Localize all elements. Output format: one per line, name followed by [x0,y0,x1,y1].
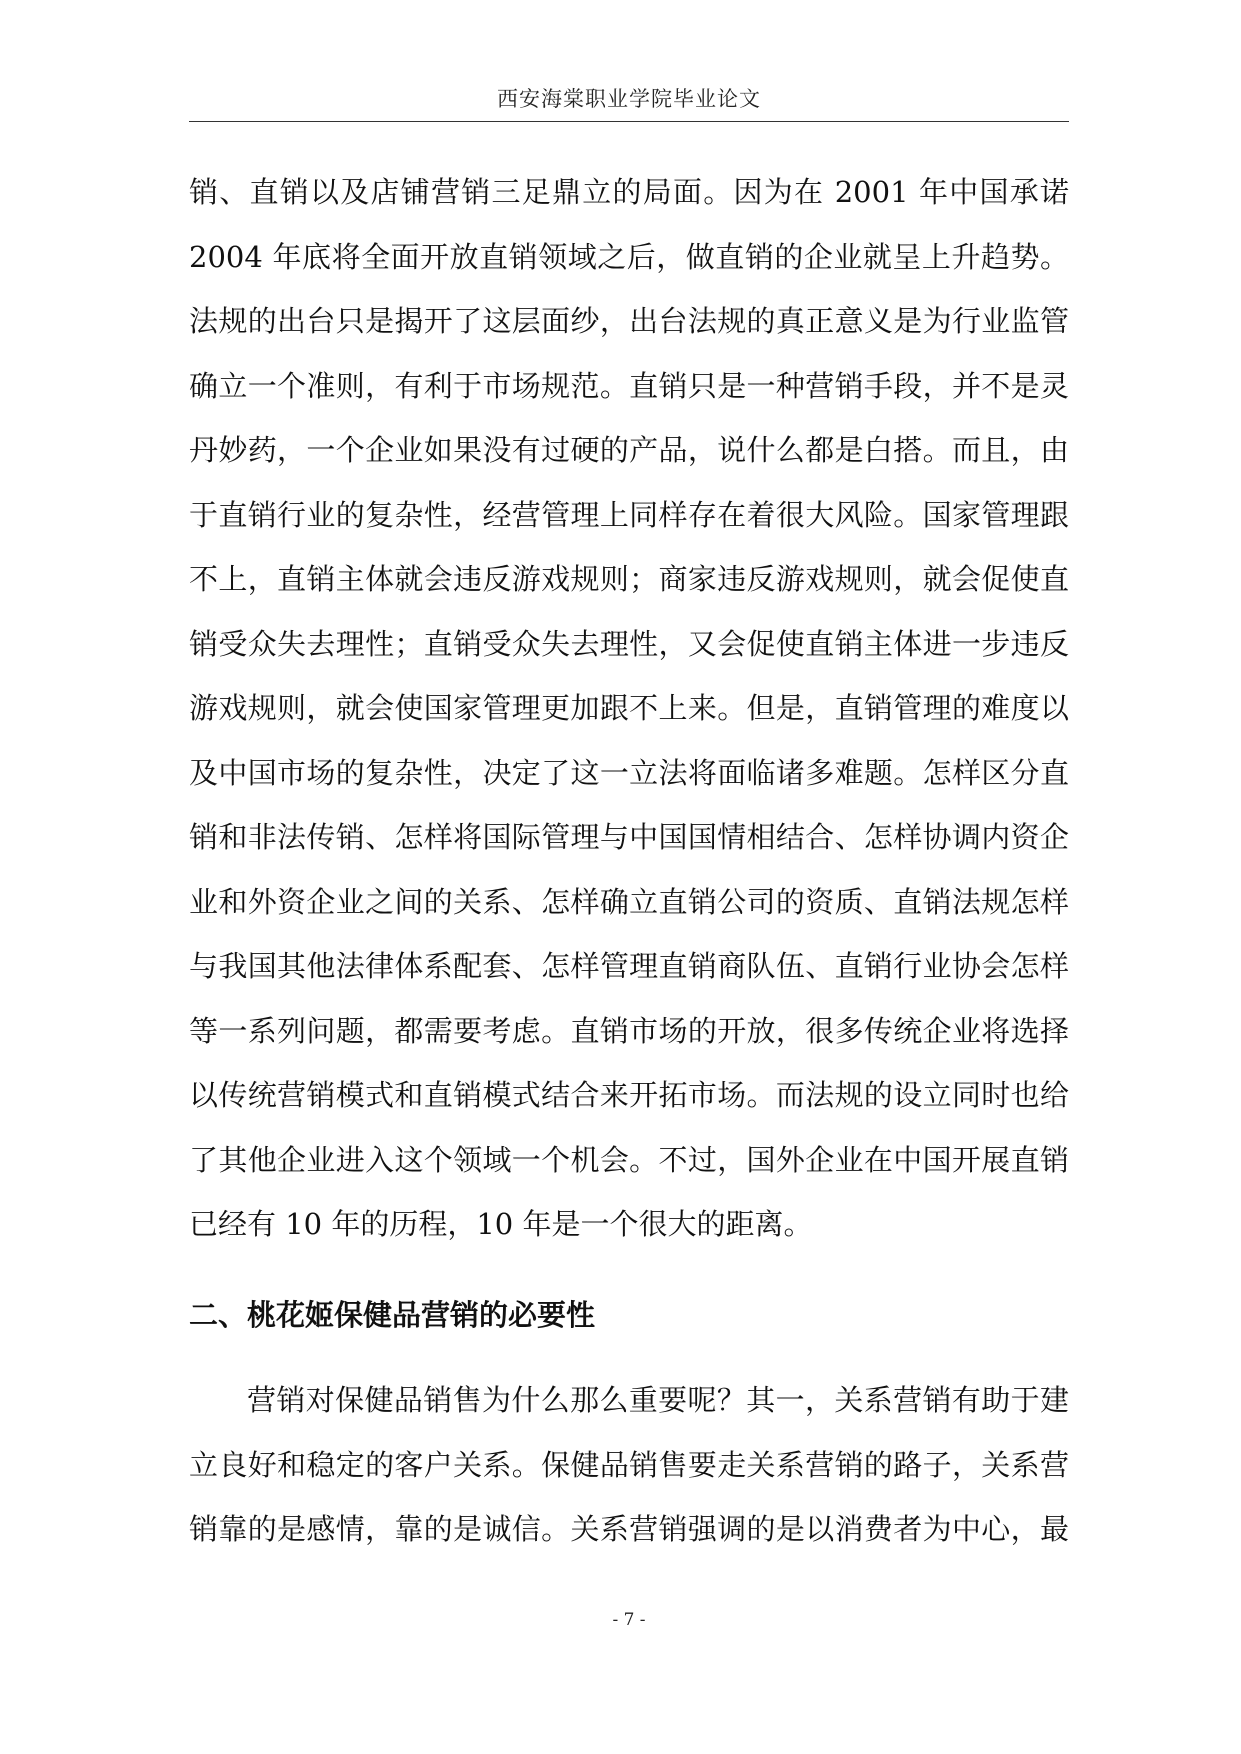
text-line: 业和外资企业之间的关系、怎样确立直销公司的资质、直销法规怎样 [189,884,1069,919]
text-line: 游戏规则，就会使国家管理更加跟不上来。但是，直销管理的难度以 [189,691,1069,725]
text-line: 不上，直销主体就会违反游戏规则；商家违反游戏规则，就会促使直 [189,562,1069,596]
text-line: 确立一个准则，有利于市场规范。直销只是一种营销手段，并不是灵 [189,368,1069,403]
page-header: 西安海棠职业学院毕业论文 [497,87,761,111]
text-line: 2004 年底将全面开放直销领域之后，做直销的企业就呈上升趋势。 [189,239,1069,274]
text-line: 立良好和稳定的客户关系。保健品销售要走关系营销的路子，关系营 [189,1447,1069,1482]
text-line: 了其他企业进入这个领域一个机会。不过，国外企业在中国开展直销 [189,1142,1069,1177]
text-line: 于直销行业的复杂性，经营管理上同样存在着很大风险。国家管理跟 [189,497,1069,532]
text-line: 销、直销以及店铺营销三足鼎立的局面。因为在 2001 年中国承诺 [189,175,1069,209]
text-line: 及中国市场的复杂性，决定了这一立法将面临诸多难题。怎样区分直 [189,755,1069,790]
text-line: 销靠的是感情，靠的是诚信。关系营销强调的是以消费者为中心，最 [189,1512,1069,1546]
text-line: 等一系列问题，都需要考虑。直销市场的开放，很多传统企业将选择 [189,1013,1069,1048]
text-line: 营销对保健品销售为什么那么重要呢？其一，关系营销有助于建 [247,1383,1069,1417]
text-line: 与我国其他法律体系配套、怎样管理直销商队伍、直销行业协会怎样 [189,949,1069,983]
page-number: - 7 - [612,1610,646,1630]
header-rule [189,121,1069,122]
text-line: 以传统营销模式和直销模式结合来开拓市场。而法规的设立同时也给 [189,1078,1069,1112]
text-line: 销和非法传销、怎样将国际管理与中国国情相结合、怎样协调内资企 [189,820,1069,854]
text-line: 丹妙药，一个企业如果没有过硬的产品，说什么都是白搭。而且，由 [189,433,1069,467]
section-heading: 二、桃花姬保健品营销的必要性 [189,1298,596,1332]
text-line: 销受众失去理性；直销受众失去理性，又会促使直销主体进一步违反 [189,626,1069,661]
paragraph-direct-sales [189,160,1069,1257]
text-line: 已经有 10 年的历程，10 年是一个很大的距离。 [189,1207,813,1241]
paragraph-marketing-necessity [189,1368,1069,1562]
text-line: 法规的出台只是揭开了这层面纱，出台法规的真正意义是为行业监管 [189,304,1069,338]
